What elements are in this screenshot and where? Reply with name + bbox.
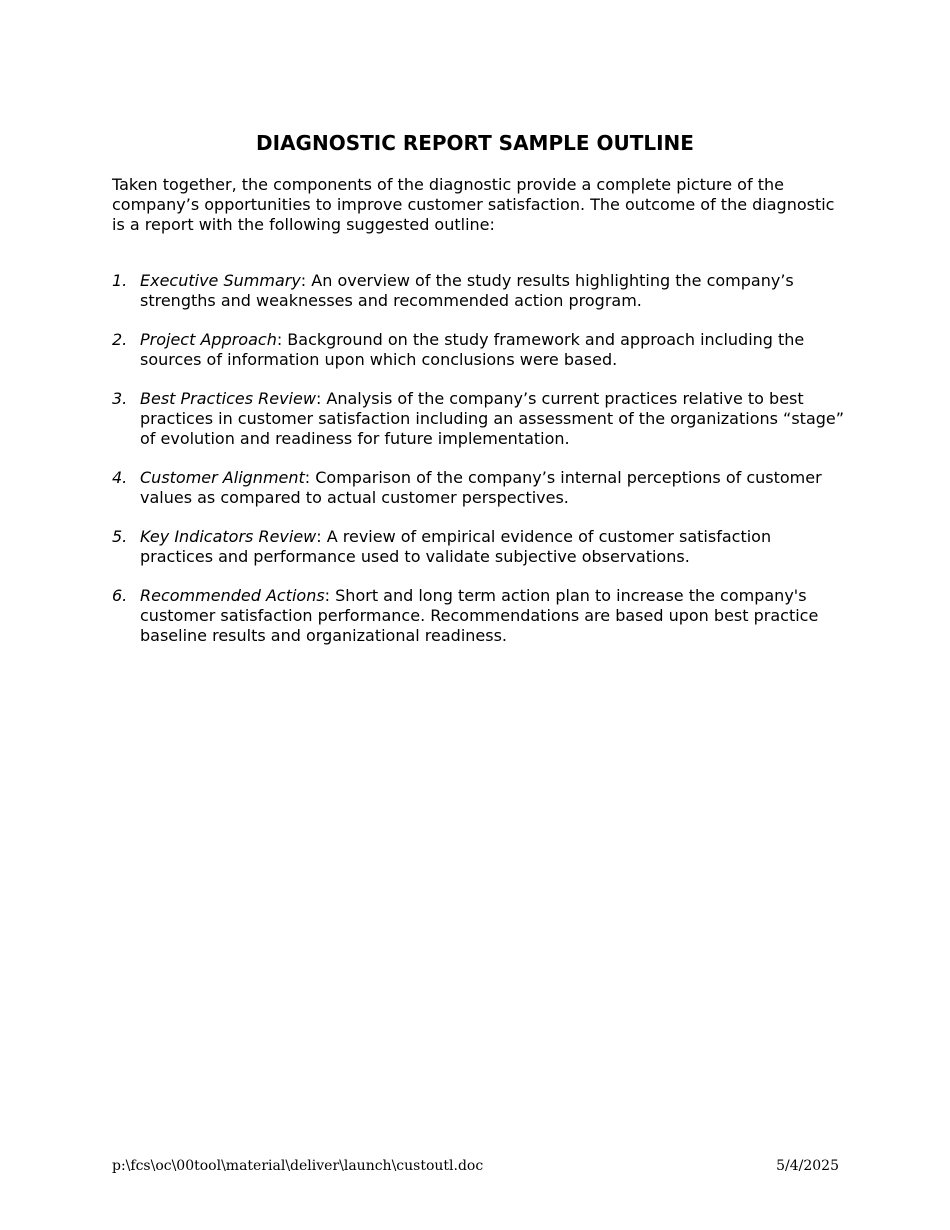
intro-paragraph: Taken together, the components of the diagnostic provide a complete picture of the company’s opportunities to improve customer satisfaction. The outcome of the diagnostic is a report with the following suggested outline: — [112, 175, 835, 234]
outline-item-number: 2. — [112, 330, 128, 349]
footer-date: 5/4/2025 — [776, 1158, 839, 1174]
outline-item-term: Executive Summary — [140, 271, 301, 290]
outline-item-description: : Short and long term action plan to increase the company's customer satisfaction performance. Recommendations are based upon best practice baseline results and organizational readiness. — [140, 586, 819, 645]
footer-file-path: p:\fcs\oc\00tool\material\deliver\launch\custoutl.doc — [112, 1158, 484, 1174]
page-footer — [112, 1157, 839, 1175]
outline-item-term: Best Practices Review — [140, 389, 316, 408]
outline-item-term: Recommended Actions — [140, 586, 325, 605]
outline-item-description: : A review of empirical evidence of customer satisfaction practices and performance used to validate subjective observations. — [140, 527, 772, 566]
outline-list — [112, 271, 847, 665]
outline-item-key-indicators-review — [112, 527, 847, 567]
outline-item-executive-summary — [112, 271, 847, 311]
page-title: DIAGNOSTIC REPORT SAMPLE OUTLINE — [256, 131, 694, 155]
outline-item-description: : An overview of the study results highlighting the company’s strengths and weaknesses and recommended action program. — [140, 271, 794, 310]
outline-item-term: Customer Alignment — [140, 468, 305, 487]
outline-item-number: 3. — [112, 389, 128, 408]
outline-item-best-practices-review — [112, 389, 847, 449]
outline-item-term: Key Indicators Review — [140, 527, 317, 546]
outline-item-description: : Analysis of the company’s current practices relative to best practices in customer satisfaction including an assessment of the organizations “stage” of evolution and readiness for future implementation. — [140, 389, 845, 448]
outline-item-number: 4. — [112, 468, 128, 487]
outline-item-description: : Comparison of the company’s internal perceptions of customer values as compared to actual customer perspectives. — [140, 468, 822, 507]
outline-item-project-approach — [112, 330, 847, 370]
outline-item-recommended-actions — [112, 586, 847, 646]
outline-item-term: Project Approach — [140, 330, 277, 349]
outline-item-number: 5. — [112, 527, 128, 546]
outline-item-number: 1. — [112, 271, 128, 290]
outline-item-customer-alignment — [112, 468, 847, 508]
outline-item-description: : Background on the study framework and approach including the sources of information upon which conclusions were based. — [140, 330, 805, 369]
outline-item-number: 6. — [112, 586, 128, 605]
